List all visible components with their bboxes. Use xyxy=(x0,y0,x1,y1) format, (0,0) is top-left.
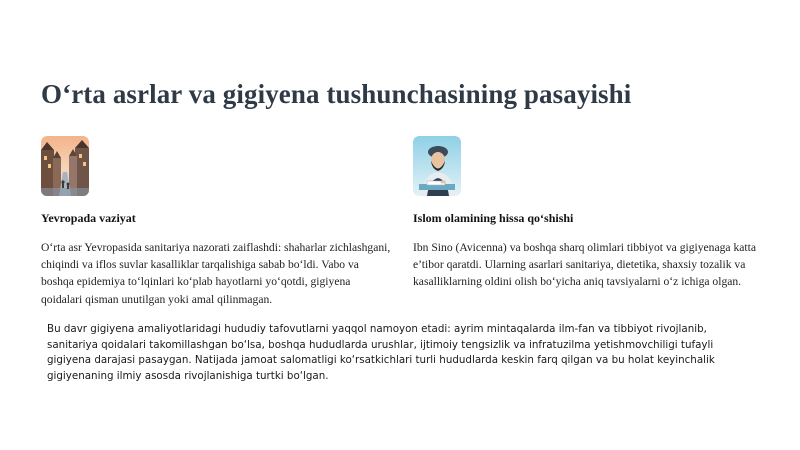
column-heading: Islom olamining hissa qo‘shishi xyxy=(413,211,574,225)
column-body: Ibn Sino (Avicenna) va boshqa sharq olimlari tibbiyot va gigiyenaga katta e’tibor qaratdi. Ularning asarlari sanitariya, dietetika, shaxsiy tozalik va kasalliklarning oldini olish bo‘yicha aniq tavsiyalarni o‘z ichiga olgan. xyxy=(413,241,757,289)
column-body: O‘rta asr Yevropasida sanitariya nazorati zaiflashdi: shaharlar zichlashgani, chiqindi va iflos suvlar kasalliklar tarqalishiga sabab bo‘ldi. Vabo va boshqa epidemiya to‘lqinlari ko‘plab hayotlarni yo‘qotdi, gigiyena qoidalari qisman unutilgan yoki amal qilinmagan. xyxy=(41,241,391,306)
column-heading: Yevropada vaziyat xyxy=(41,211,136,225)
column-europe xyxy=(41,136,391,308)
summary-paragraph: Bu davr gigiyena amaliyotlaridagi hududiy tafovutlarni yaqqol namoyon etadi: ayrim mintaqalarda ilm-fan va tibbiyot rivojlanib, sanitariya qoidalari takomillashgan bo‘lsa, boshqa hududlarda urushlar, ijtimoiy tengsizlik va infratuzilma yetishmovchiligi tufayli gigiyena darajasi pasaygan. Natijada jamoat salomatligi ko‘rsatkichlari turli hududlarda keskin farq qilgan va bu holat keyinchalik gigiyenaning ilmiy asosda rivojlanishiga turtki bo‘lgan. xyxy=(47,323,715,382)
slide-title: O‘rta asrlar va gigiyena tushunchasining pasayishi xyxy=(41,79,632,109)
scholar-writing-illustration-icon xyxy=(413,136,461,196)
medieval-town-illustration-icon xyxy=(41,136,89,196)
column-islamic-world xyxy=(413,136,763,291)
